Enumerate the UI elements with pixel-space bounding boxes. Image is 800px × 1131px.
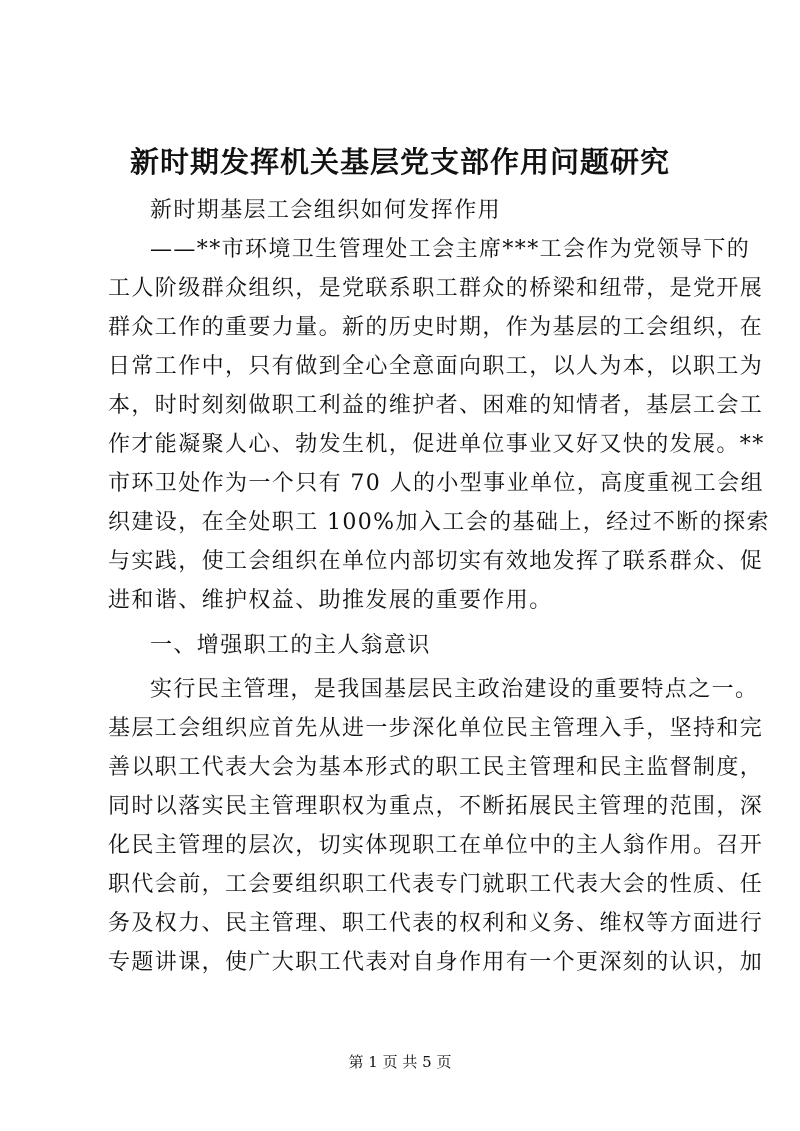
body-text-line: 进和谐、维护权益、助推发展的重要作用。 [108, 588, 553, 613]
body-text-line: 同时以落实民主管理职权为重点，不断拓展民主管理的范围，深 [108, 794, 764, 819]
page-footer: 第 1 页 共 5 页 [348, 1053, 452, 1071]
body-text-line: 职代会前，工会要组织职工代表专门就职工代表大会的性质、任 [108, 872, 764, 897]
body-text-line: 工人阶级群众组织，是党联系职工群众的桥梁和纽带，是党开展 [108, 276, 764, 301]
body-text-line: 作才能凝聚人心、勃发生机，促进单位事业又好又快的发展。** [108, 432, 765, 457]
section-heading: 一、增强职工的主人翁意识 [150, 633, 431, 658]
body-text-line: 织建设，在全处职工 100%加入工会的基础上，经过不断的探索 [108, 510, 770, 535]
body-text-line: 市环卫处作为一个只有 70 人的小型事业单位，高度重视工会组 [108, 471, 764, 496]
body-text-line: ——**市环境卫生管理处工会主席***工会作为党领导下的 [150, 237, 751, 262]
body-text-line: 群众工作的重要力量。新的历史时期，作为基层的工会组织，在 [108, 315, 764, 340]
body-text-line: 务及权力、民主管理、职工代表的权利和义务、维权等方面进行 [108, 911, 764, 936]
subtitle-line: 新时期基层工会组织如何发挥作用 [150, 198, 502, 223]
body-text-line: 实行民主管理，是我国基层民主政治建设的重要特点之一。 [150, 677, 759, 702]
body-text-line: 基层工会组织应首先从进一步深化单位民主管理入手，坚持和完 [108, 716, 764, 741]
body-text-line: 善以职工代表大会为基本形式的职工民主管理和民主监督制度， [108, 755, 764, 780]
body-text-line: 专题讲课，使广大职工代表对自身作用有一个更深刻的认识，加 [108, 950, 764, 975]
body-text-line: 与实践，使工会组织在单位内部切实有效地发挥了联系群众、促 [108, 549, 764, 574]
body-text-line: 日常工作中，只有做到全心全意面向职工，以人为本，以职工为 [108, 354, 764, 379]
body-text-line: 化民主管理的层次，切实体现职工在单位中的主人翁作用。召开 [108, 833, 764, 858]
document-title: 新时期发挥机关基层党支部作用问题研究 [129, 145, 670, 179]
body-text-line: 本，时时刻刻做职工利益的维护者、困难的知情者，基层工会工 [108, 393, 764, 418]
